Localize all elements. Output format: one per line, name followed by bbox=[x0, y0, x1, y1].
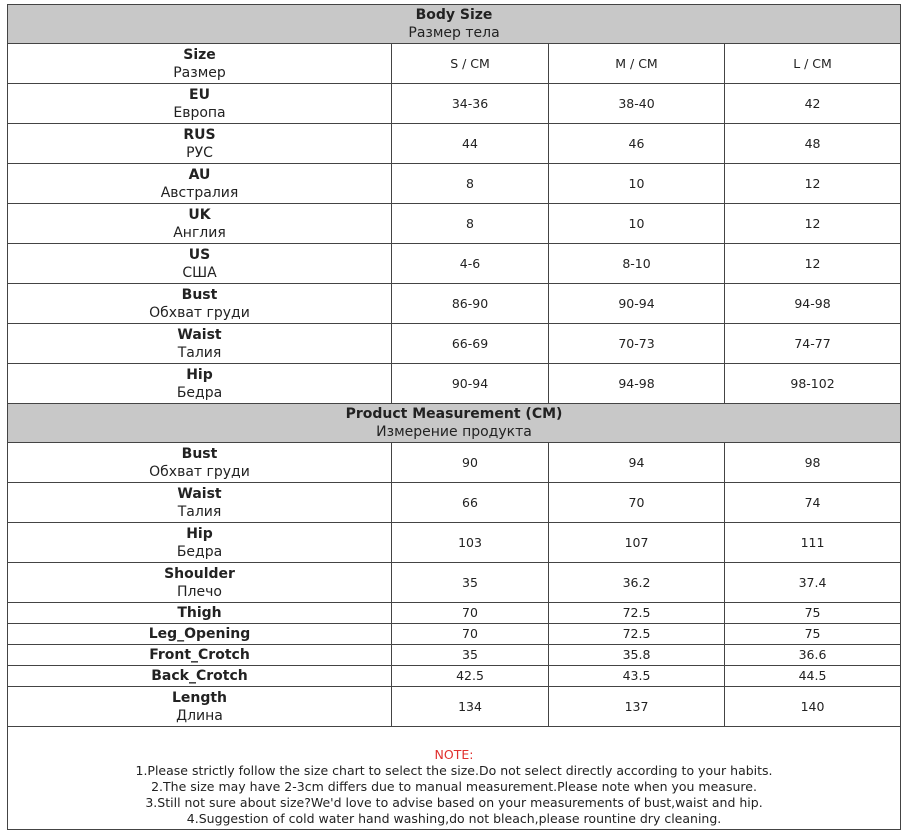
body-size-row bbox=[8, 284, 901, 324]
body-size-row bbox=[8, 84, 901, 124]
section-subtitle: Размер тела bbox=[408, 25, 500, 41]
product-measurement-header bbox=[8, 404, 901, 443]
value-cell: S / CM bbox=[392, 44, 549, 84]
product-row bbox=[8, 603, 901, 624]
value-cell: 43.5 bbox=[549, 666, 725, 687]
row-label-cell bbox=[8, 687, 392, 727]
row-label-cell bbox=[8, 563, 392, 603]
value-cell: 90 bbox=[392, 443, 549, 483]
row-sublabel: Англия bbox=[173, 224, 226, 241]
value-cell: 66 bbox=[392, 483, 549, 523]
row-sublabel: Размер bbox=[173, 64, 226, 81]
value-cell: 75 bbox=[725, 624, 901, 645]
product-row bbox=[8, 523, 901, 563]
body-size-header bbox=[8, 5, 901, 44]
value-cell: 70 bbox=[549, 483, 725, 523]
row-label: Bust bbox=[181, 445, 218, 462]
row-sublabel: Талия bbox=[177, 344, 222, 361]
value-cell: 34-36 bbox=[392, 84, 549, 124]
row-sublabel: Бедра bbox=[176, 543, 223, 560]
row-label-cell bbox=[8, 483, 392, 523]
value-cell: 74 bbox=[725, 483, 901, 523]
note-line: 1.Please strictly follow the size chart to select the size.Do not select directly according to your habits. bbox=[135, 763, 773, 778]
row-sublabel: Обхват груди bbox=[149, 463, 250, 480]
value-cell: 103 bbox=[392, 523, 549, 563]
value-cell: 42 bbox=[725, 84, 901, 124]
value-cell: 72.5 bbox=[549, 603, 725, 624]
product-row bbox=[8, 687, 901, 727]
row-label-cell bbox=[8, 124, 392, 164]
size-header-row bbox=[8, 44, 901, 84]
row-sublabel: Талия bbox=[177, 503, 222, 520]
note-title: NOTE: bbox=[434, 747, 474, 762]
value-cell: 75 bbox=[725, 603, 901, 624]
row-label-cell bbox=[8, 44, 392, 84]
value-cell: 90-94 bbox=[549, 284, 725, 324]
value-cell: 94 bbox=[549, 443, 725, 483]
row-sublabel: Плечо bbox=[177, 583, 222, 600]
size-chart-table bbox=[7, 4, 901, 830]
product-row bbox=[8, 624, 901, 645]
value-cell: 111 bbox=[725, 523, 901, 563]
value-cell: M / CM bbox=[549, 44, 725, 84]
section-title: Product Measurement (CM) bbox=[345, 406, 563, 422]
row-label: Hip bbox=[186, 366, 213, 383]
row-label-cell bbox=[8, 603, 392, 624]
row-sublabel: США bbox=[182, 264, 217, 281]
body-size-row bbox=[8, 124, 901, 164]
value-cell: 98-102 bbox=[725, 364, 901, 404]
section-title: Body Size bbox=[415, 7, 493, 23]
value-cell: 35 bbox=[392, 645, 549, 666]
row-label: Bust bbox=[181, 286, 218, 303]
row-sublabel: Обхват груди bbox=[149, 304, 250, 321]
notes-row bbox=[8, 727, 901, 830]
value-cell: 72.5 bbox=[549, 624, 725, 645]
row-label: Leg_Opening bbox=[148, 626, 251, 642]
value-cell: 94-98 bbox=[549, 364, 725, 404]
value-cell: 8 bbox=[392, 164, 549, 204]
value-cell: 98 bbox=[725, 443, 901, 483]
product-measurement-header-cell bbox=[8, 404, 901, 443]
value-cell: 37.4 bbox=[725, 563, 901, 603]
row-label-cell bbox=[8, 443, 392, 483]
value-cell: 107 bbox=[549, 523, 725, 563]
body-size-row bbox=[8, 324, 901, 364]
value-cell: 44.5 bbox=[725, 666, 901, 687]
section-subtitle: Измерение продукта bbox=[376, 424, 532, 440]
value-cell: 4-6 bbox=[392, 244, 549, 284]
row-label: Back_Crotch bbox=[151, 668, 248, 684]
value-cell: 10 bbox=[549, 164, 725, 204]
value-cell: 94-98 bbox=[725, 284, 901, 324]
value-cell: 12 bbox=[725, 204, 901, 244]
row-label-cell bbox=[8, 244, 392, 284]
value-cell: 36.2 bbox=[549, 563, 725, 603]
product-row bbox=[8, 645, 901, 666]
product-row bbox=[8, 563, 901, 603]
row-label: Thigh bbox=[177, 605, 222, 621]
row-label: Hip bbox=[186, 525, 213, 542]
product-row bbox=[8, 443, 901, 483]
value-cell: 8 bbox=[392, 204, 549, 244]
row-label: EU bbox=[189, 86, 210, 103]
row-sublabel: Бедра bbox=[176, 384, 223, 401]
row-label: Shoulder bbox=[164, 565, 235, 582]
row-label: AU bbox=[188, 166, 211, 183]
value-cell: 36.6 bbox=[725, 645, 901, 666]
body-size-row bbox=[8, 244, 901, 284]
row-sublabel: Австралия bbox=[160, 184, 239, 201]
value-cell: 137 bbox=[549, 687, 725, 727]
value-cell: 8-10 bbox=[549, 244, 725, 284]
value-cell: 86-90 bbox=[392, 284, 549, 324]
value-cell: 12 bbox=[725, 164, 901, 204]
value-cell: 134 bbox=[392, 687, 549, 727]
row-label-cell bbox=[8, 324, 392, 364]
row-sublabel: Длина bbox=[176, 707, 223, 724]
value-cell: 35 bbox=[392, 563, 549, 603]
row-label-cell bbox=[8, 284, 392, 324]
row-label: UK bbox=[188, 206, 211, 223]
note-line: 2.The size may have 2-3cm differs due to manual measurement.Please note when you measure. bbox=[151, 779, 757, 794]
value-cell: 35.8 bbox=[549, 645, 725, 666]
row-sublabel: РУС bbox=[186, 144, 213, 161]
value-cell: 48 bbox=[725, 124, 901, 164]
row-label-cell bbox=[8, 84, 392, 124]
value-cell: 42.5 bbox=[392, 666, 549, 687]
row-label: Waist bbox=[177, 326, 222, 343]
value-cell: 70-73 bbox=[549, 324, 725, 364]
value-cell: 46 bbox=[549, 124, 725, 164]
value-cell: 44 bbox=[392, 124, 549, 164]
body-size-row bbox=[8, 364, 901, 404]
value-cell: 70 bbox=[392, 624, 549, 645]
row-label: Size bbox=[183, 46, 216, 63]
row-label: Length bbox=[171, 689, 228, 706]
row-label-cell bbox=[8, 523, 392, 563]
value-cell: 140 bbox=[725, 687, 901, 727]
note-line: 4.Suggestion of cold water hand washing,do not bleach,please rountine dry cleaning. bbox=[186, 811, 722, 826]
body-size-row bbox=[8, 204, 901, 244]
value-cell: 74-77 bbox=[725, 324, 901, 364]
value-cell: 70 bbox=[392, 603, 549, 624]
row-label-cell bbox=[8, 204, 392, 244]
product-row bbox=[8, 666, 901, 687]
value-cell: 12 bbox=[725, 244, 901, 284]
row-label-cell bbox=[8, 645, 392, 666]
notes-cell bbox=[8, 727, 901, 830]
row-sublabel: Европа bbox=[173, 104, 226, 121]
row-label-cell bbox=[8, 666, 392, 687]
value-cell: L / CM bbox=[725, 44, 901, 84]
row-label: RUS bbox=[183, 126, 216, 143]
row-label-cell bbox=[8, 364, 392, 404]
row-label: US bbox=[188, 246, 211, 263]
row-label: Front_Crotch bbox=[149, 647, 250, 663]
product-row bbox=[8, 483, 901, 523]
note-line: 3.Still not sure about size?We'd love to advise based on your measurements of bust,waist and hip. bbox=[145, 795, 763, 810]
value-cell: 10 bbox=[549, 204, 725, 244]
value-cell: 66-69 bbox=[392, 324, 549, 364]
row-label-cell bbox=[8, 624, 392, 645]
row-label-cell bbox=[8, 164, 392, 204]
value-cell: 38-40 bbox=[549, 84, 725, 124]
value-cell: 90-94 bbox=[392, 364, 549, 404]
row-label: Waist bbox=[177, 485, 222, 502]
body-size-header-cell bbox=[8, 5, 901, 44]
body-size-row bbox=[8, 164, 901, 204]
